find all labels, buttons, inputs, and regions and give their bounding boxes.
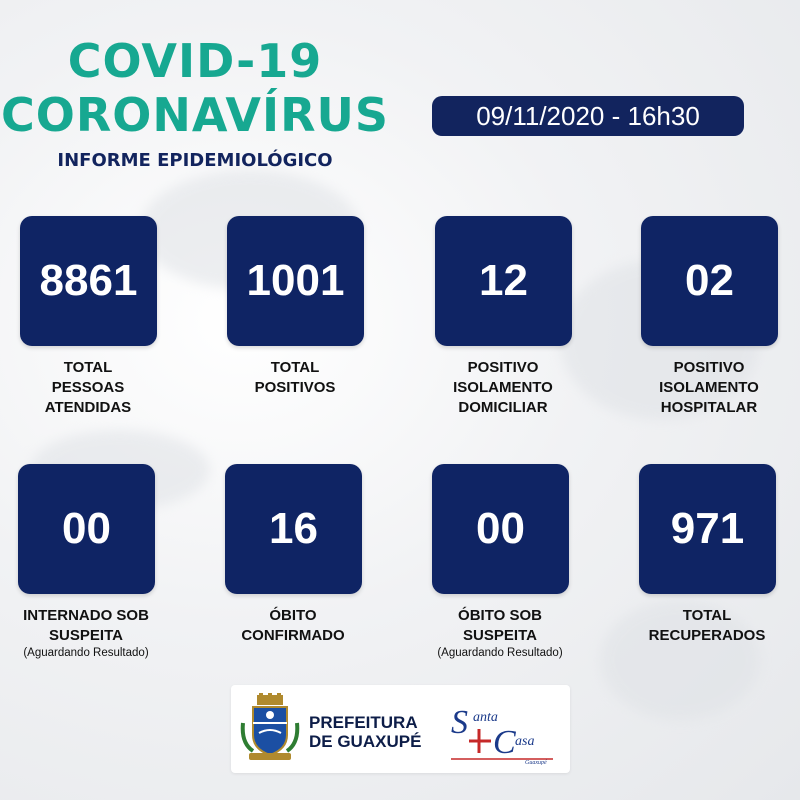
page-title-line1: COVID-19 xyxy=(67,34,323,88)
stat-value: 8861 xyxy=(39,256,138,305)
stat-card-total-recuperados xyxy=(639,464,776,594)
prefeitura-name: PREFEITURA DE GUAXUPÉ xyxy=(309,713,422,751)
footer-logos xyxy=(231,685,570,773)
stat-card-obito-suspeita xyxy=(432,464,569,594)
stat-label: ÓBITO CONFIRMADO xyxy=(241,607,345,644)
stat-card-total-atendidas xyxy=(20,216,157,346)
stat-label: INTERNADO SOB SUSPEITA (Aguardando Resultado) xyxy=(0,606,176,660)
date-badge xyxy=(432,96,744,136)
stat-label: TOTAL RECUPERADOS xyxy=(648,607,766,644)
svg-text:Guaxupé: Guaxupé xyxy=(525,760,547,765)
stat-value: 12 xyxy=(479,256,528,305)
page-subtitle: INFORME EPIDEMIOLÓGICO xyxy=(57,150,333,171)
svg-text:S: S xyxy=(451,704,468,741)
svg-text:anta: anta xyxy=(473,710,498,725)
stat-value: 02 xyxy=(685,256,734,305)
stat-value: 971 xyxy=(670,504,745,553)
stat-card-isolamento-domiciliar xyxy=(435,216,572,346)
stat-note: (Aguardando Resultado) xyxy=(437,647,563,659)
stat-card-isolamento-hospitalar xyxy=(641,216,778,346)
stat-value: 00 xyxy=(476,504,525,553)
stat-label: TOTAL PESSOAS ATENDIDAS xyxy=(44,359,132,416)
city-crest-icon xyxy=(239,693,301,763)
stat-note: (Aguardando Resultado) xyxy=(23,647,149,659)
stat-label: ÓBITO SOB SUSPEITA (Aguardando Resultado) xyxy=(410,606,590,660)
stat-label: TOTAL POSITIVOS xyxy=(254,359,336,396)
santa-casa-logo-icon xyxy=(449,695,563,765)
stat-card-internado-suspeita xyxy=(18,464,155,594)
stat-value: 00 xyxy=(62,504,111,553)
stat-value: 16 xyxy=(269,504,318,553)
stat-card-obito-confirmado xyxy=(225,464,362,594)
stat-card-total-positivos xyxy=(227,216,364,346)
page-title-line2: CORONAVÍRUS xyxy=(1,88,389,142)
stat-value: 1001 xyxy=(246,256,345,305)
stat-label: POSITIVO ISOLAMENTO DOMICILIAR xyxy=(453,359,553,416)
date-text: 09/11/2020 - 16h30 xyxy=(476,100,700,131)
stat-label: POSITIVO ISOLAMENTO HOSPITALAR xyxy=(659,359,759,416)
svg-text:asa: asa xyxy=(515,734,535,749)
svg-text:C: C xyxy=(493,724,516,761)
